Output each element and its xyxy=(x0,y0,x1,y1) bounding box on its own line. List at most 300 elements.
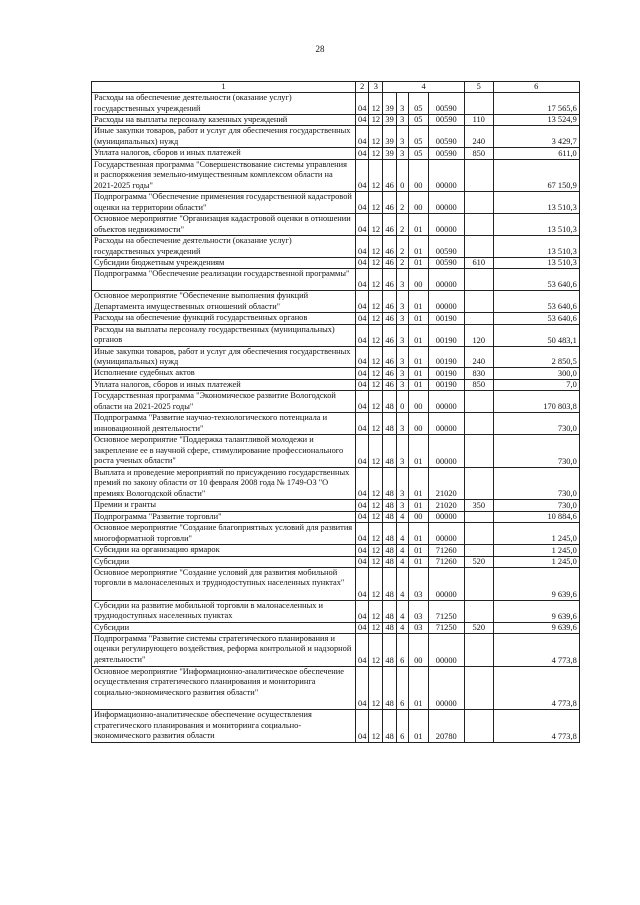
subsection-code-cell: 12 xyxy=(369,192,383,214)
subprogram-code-cell: 4 xyxy=(396,556,408,567)
activity-code-cell: 05 xyxy=(408,148,428,159)
expense-type-cell xyxy=(464,93,493,115)
program-code-cell: 46 xyxy=(383,236,396,258)
program-code-cell: 48 xyxy=(383,511,396,522)
direction-code-cell: 71260 xyxy=(428,545,464,556)
item-name-cell: Подпрограмма "Развитие системы стратегического планирования и оценки регулирующего воздействия, реформа контрольной и надзорной деятельности" xyxy=(92,634,356,667)
amount-cell: 9 639,6 xyxy=(493,568,579,601)
item-name-cell: Премии и гранты xyxy=(92,500,356,511)
item-name-cell: Субсидии xyxy=(92,622,356,633)
program-code-cell: 48 xyxy=(383,600,396,622)
activity-code-cell: 00 xyxy=(408,269,428,291)
direction-code-cell: 00190 xyxy=(428,346,464,368)
activity-code-cell: 00 xyxy=(408,192,428,214)
subprogram-code-cell: 3 xyxy=(396,291,408,313)
subprogram-code-cell: 6 xyxy=(396,666,408,710)
table-row xyxy=(92,568,580,601)
program-code-cell: 46 xyxy=(383,368,396,379)
activity-code-cell: 00 xyxy=(408,634,428,667)
section-code-cell: 04 xyxy=(356,114,369,125)
activity-code-cell: 01 xyxy=(408,258,428,269)
amount-cell: 53 640,6 xyxy=(493,313,579,324)
section-code-cell: 04 xyxy=(356,126,369,148)
direction-code-cell: 00590 xyxy=(428,258,464,269)
program-code-cell: 48 xyxy=(383,391,396,413)
subprogram-code-cell: 2 xyxy=(396,236,408,258)
direction-code-cell: 00000 xyxy=(428,568,464,601)
item-name-cell: Субсидии на развитие мобильной торговли в малонаселенных и труднодоступных населенных пунктах xyxy=(92,600,356,622)
subsection-code-cell: 12 xyxy=(369,324,383,346)
table-row xyxy=(92,511,580,522)
section-code-cell: 04 xyxy=(356,379,369,390)
activity-code-cell: 01 xyxy=(408,236,428,258)
table-row xyxy=(92,346,580,368)
subsection-code-cell: 12 xyxy=(369,666,383,710)
section-code-cell: 04 xyxy=(356,391,369,413)
subsection-code-cell: 12 xyxy=(369,622,383,633)
direction-code-cell: 00190 xyxy=(428,324,464,346)
direction-code-cell: 00190 xyxy=(428,313,464,324)
item-name-cell: Основное мероприятие "Информационно-аналитическое обеспечение осуществления стратегического планирования и мониторинга социально-экономического развития области" xyxy=(92,666,356,710)
table-row xyxy=(92,435,580,468)
table-row xyxy=(92,600,580,622)
direction-code-cell: 00000 xyxy=(428,291,464,313)
expense-type-cell xyxy=(464,269,493,291)
subsection-code-cell: 12 xyxy=(369,500,383,511)
item-name-cell: Государственная программа "Экономическое развитие Вологодской области на 2021-2025 годы" xyxy=(92,391,356,413)
expense-type-cell xyxy=(464,600,493,622)
section-code-cell: 04 xyxy=(356,324,369,346)
section-code-cell: 04 xyxy=(356,258,369,269)
section-code-cell: 04 xyxy=(356,413,369,435)
expense-type-cell: 850 xyxy=(464,148,493,159)
item-name-cell: Расходы на обеспечение функций государственных органов xyxy=(92,313,356,324)
program-code-cell: 46 xyxy=(383,313,396,324)
direction-code-cell: 00000 xyxy=(428,269,464,291)
program-code-cell: 48 xyxy=(383,556,396,567)
subprogram-code-cell: 0 xyxy=(396,391,408,413)
expense-type-cell: 350 xyxy=(464,500,493,511)
table-row xyxy=(92,214,580,236)
header-cell-3: 3 xyxy=(369,82,383,93)
budget-table-body xyxy=(92,82,580,743)
item-name-cell: Подпрограмма "Обеспечение реализации государственной программы" xyxy=(92,269,356,291)
amount-cell: 50 483,1 xyxy=(493,324,579,346)
page-number: 28 xyxy=(315,44,325,54)
program-code-cell: 48 xyxy=(383,413,396,435)
amount-cell: 300,0 xyxy=(493,368,579,379)
subprogram-code-cell: 3 xyxy=(396,368,408,379)
header-cell-4: 4 xyxy=(383,82,464,93)
item-name-cell: Расходы на выплаты персоналу казенных учреждений xyxy=(92,114,356,125)
direction-code-cell: 00000 xyxy=(428,413,464,435)
subprogram-code-cell: 3 xyxy=(396,148,408,159)
subsection-code-cell: 12 xyxy=(369,379,383,390)
activity-code-cell: 01 xyxy=(408,379,428,390)
subprogram-code-cell: 4 xyxy=(396,622,408,633)
header-cell-5: 5 xyxy=(464,82,493,93)
item-name-cell: Основное мероприятие "Поддержка талантливой молодежи и закрепление ее в научной сфере, стимулирование профессионального роста ученых области" xyxy=(92,435,356,468)
direction-code-cell: 21020 xyxy=(428,500,464,511)
expense-type-cell xyxy=(464,511,493,522)
table-row xyxy=(92,710,580,743)
direction-code-cell: 20780 xyxy=(428,710,464,743)
program-code-cell: 46 xyxy=(383,346,396,368)
section-code-cell: 04 xyxy=(356,545,369,556)
section-code-cell: 04 xyxy=(356,368,369,379)
expense-type-cell xyxy=(464,291,493,313)
header-cell-2: 2 xyxy=(356,82,369,93)
activity-code-cell: 05 xyxy=(408,93,428,115)
activity-code-cell: 01 xyxy=(408,214,428,236)
subprogram-code-cell: 3 xyxy=(396,313,408,324)
subprogram-code-cell: 4 xyxy=(396,568,408,601)
expense-type-cell: 120 xyxy=(464,324,493,346)
subsection-code-cell: 12 xyxy=(369,159,383,192)
subprogram-code-cell: 3 xyxy=(396,126,408,148)
activity-code-cell: 01 xyxy=(408,368,428,379)
item-name-cell: Основное мероприятие "Обеспечение выполнения функций Департамента имущественных отношений области" xyxy=(92,291,356,313)
amount-cell: 730,0 xyxy=(493,467,579,500)
subprogram-code-cell: 2 xyxy=(396,214,408,236)
table-row xyxy=(92,258,580,269)
amount-cell: 13 510,3 xyxy=(493,192,579,214)
amount-cell: 1 245,0 xyxy=(493,556,579,567)
subsection-code-cell: 12 xyxy=(369,313,383,324)
table-row xyxy=(92,545,580,556)
activity-code-cell: 01 xyxy=(408,666,428,710)
table-row xyxy=(92,622,580,633)
subprogram-code-cell: 3 xyxy=(396,269,408,291)
section-code-cell: 04 xyxy=(356,568,369,601)
section-code-cell: 04 xyxy=(356,634,369,667)
activity-code-cell: 01 xyxy=(408,500,428,511)
section-code-cell: 04 xyxy=(356,511,369,522)
subsection-code-cell: 12 xyxy=(369,545,383,556)
activity-code-cell: 01 xyxy=(408,467,428,500)
amount-cell: 1 245,0 xyxy=(493,523,579,545)
expense-type-cell xyxy=(464,236,493,258)
amount-cell: 13 510,3 xyxy=(493,258,579,269)
expense-type-cell: 240 xyxy=(464,126,493,148)
activity-code-cell: 03 xyxy=(408,622,428,633)
subprogram-code-cell: 6 xyxy=(396,710,408,743)
program-code-cell: 46 xyxy=(383,192,396,214)
amount-cell: 7,0 xyxy=(493,379,579,390)
item-name-cell: Иные закупки товаров, работ и услуг для обеспечения государственных (муниципальных) нужд xyxy=(92,126,356,148)
subsection-code-cell: 12 xyxy=(369,214,383,236)
program-code-cell: 48 xyxy=(383,666,396,710)
activity-code-cell: 01 xyxy=(408,435,428,468)
program-code-cell: 48 xyxy=(383,435,396,468)
table-row xyxy=(92,666,580,710)
expense-type-cell xyxy=(464,313,493,324)
table-row xyxy=(92,556,580,567)
item-name-cell: Уплата налогов, сборов и иных платежей xyxy=(92,148,356,159)
direction-code-cell: 00000 xyxy=(428,214,464,236)
expense-type-cell: 830 xyxy=(464,368,493,379)
program-code-cell: 48 xyxy=(383,545,396,556)
table-row xyxy=(92,634,580,667)
item-name-cell: Подпрограмма "Развитие научно-технологического потенциала и инновационной деятельности" xyxy=(92,413,356,435)
table-row xyxy=(92,523,580,545)
subprogram-code-cell: 2 xyxy=(396,192,408,214)
expense-type-cell: 520 xyxy=(464,622,493,633)
expense-type-cell xyxy=(464,413,493,435)
amount-cell: 9 639,6 xyxy=(493,600,579,622)
section-code-cell: 04 xyxy=(356,236,369,258)
expense-type-cell xyxy=(464,192,493,214)
section-code-cell: 04 xyxy=(356,556,369,567)
expense-type-cell xyxy=(464,523,493,545)
subprogram-code-cell: 6 xyxy=(396,634,408,667)
item-name-cell: Субсидии на организацию ярмарок xyxy=(92,545,356,556)
subprogram-code-cell: 0 xyxy=(396,159,408,192)
item-name-cell: Выплата и проведение мероприятий по присуждению государственных премий по закону области от 10 февраля 2008 года № 1749-ОЗ "О премиях Вологодской области" xyxy=(92,467,356,500)
item-name-cell: Основное мероприятие "Создание условий для развития мобильной торговли в малонаселенных и труднодоступных населенных пунктах" xyxy=(92,568,356,601)
subsection-code-cell: 12 xyxy=(369,435,383,468)
table-row xyxy=(92,114,580,125)
amount-cell: 13 510,3 xyxy=(493,214,579,236)
activity-code-cell: 01 xyxy=(408,324,428,346)
section-code-cell: 04 xyxy=(356,214,369,236)
amount-cell: 17 565,6 xyxy=(493,93,579,115)
amount-cell: 4 773,8 xyxy=(493,710,579,743)
program-code-cell: 46 xyxy=(383,379,396,390)
amount-cell: 611,0 xyxy=(493,148,579,159)
section-code-cell: 04 xyxy=(356,435,369,468)
item-name-cell: Основное мероприятие "Создание благоприятных условий для развития многоформатной торговли" xyxy=(92,523,356,545)
amount-cell: 730,0 xyxy=(493,435,579,468)
amount-cell: 2 850,5 xyxy=(493,346,579,368)
table-row xyxy=(92,159,580,192)
subsection-code-cell: 12 xyxy=(369,467,383,500)
subsection-code-cell: 12 xyxy=(369,413,383,435)
item-name-cell: Информационно-аналитическое обеспечение осуществления стратегического планирования и мониторинга социально-экономического развития области xyxy=(92,710,356,743)
budget-table xyxy=(91,81,580,743)
amount-cell: 730,0 xyxy=(493,500,579,511)
subsection-code-cell: 12 xyxy=(369,148,383,159)
expense-type-cell: 520 xyxy=(464,556,493,567)
expense-type-cell xyxy=(464,634,493,667)
subprogram-code-cell: 4 xyxy=(396,523,408,545)
amount-cell: 53 640,6 xyxy=(493,291,579,313)
direction-code-cell: 71250 xyxy=(428,622,464,633)
amount-cell: 4 773,8 xyxy=(493,666,579,710)
section-code-cell: 04 xyxy=(356,467,369,500)
activity-code-cell: 00 xyxy=(408,511,428,522)
subsection-code-cell: 12 xyxy=(369,258,383,269)
program-code-cell: 46 xyxy=(383,159,396,192)
amount-cell: 170 803,8 xyxy=(493,391,579,413)
expense-type-cell xyxy=(464,159,493,192)
amount-cell: 1 245,0 xyxy=(493,545,579,556)
table-row xyxy=(92,236,580,258)
item-name-cell: Субсидии бюджетным учреждениям xyxy=(92,258,356,269)
amount-cell: 730,0 xyxy=(493,413,579,435)
subprogram-code-cell: 3 xyxy=(396,346,408,368)
item-name-cell: Государственная программа "Совершенствование системы управления и распоряжения земельно-имущественным комплексом области на 2021-2025 годы" xyxy=(92,159,356,192)
direction-code-cell: 00000 xyxy=(428,523,464,545)
activity-code-cell: 03 xyxy=(408,600,428,622)
expense-type-cell: 850 xyxy=(464,379,493,390)
activity-code-cell: 01 xyxy=(408,556,428,567)
section-code-cell: 04 xyxy=(356,710,369,743)
section-code-cell: 04 xyxy=(356,346,369,368)
section-code-cell: 04 xyxy=(356,666,369,710)
activity-code-cell: 01 xyxy=(408,346,428,368)
subsection-code-cell: 12 xyxy=(369,391,383,413)
program-code-cell: 48 xyxy=(383,568,396,601)
expense-type-cell xyxy=(464,214,493,236)
subsection-code-cell: 12 xyxy=(369,523,383,545)
expense-type-cell xyxy=(464,467,493,500)
direction-code-cell: 00000 xyxy=(428,192,464,214)
activity-code-cell: 00 xyxy=(408,391,428,413)
subsection-code-cell: 12 xyxy=(369,556,383,567)
program-code-cell: 46 xyxy=(383,291,396,313)
table-row xyxy=(92,291,580,313)
program-code-cell: 48 xyxy=(383,710,396,743)
item-name-cell: Расходы на обеспечение деятельности (оказание услуг) государственных учреждений xyxy=(92,236,356,258)
subsection-code-cell: 12 xyxy=(369,634,383,667)
program-code-cell: 48 xyxy=(383,622,396,633)
direction-code-cell: 00000 xyxy=(428,159,464,192)
section-code-cell: 04 xyxy=(356,600,369,622)
section-code-cell: 04 xyxy=(356,192,369,214)
program-code-cell: 48 xyxy=(383,634,396,667)
subprogram-code-cell: 3 xyxy=(396,435,408,468)
amount-cell: 53 640,6 xyxy=(493,269,579,291)
program-code-cell: 48 xyxy=(383,500,396,511)
subsection-code-cell: 12 xyxy=(369,346,383,368)
table-row xyxy=(92,379,580,390)
amount-cell: 67 150,9 xyxy=(493,159,579,192)
section-code-cell: 04 xyxy=(356,148,369,159)
amount-cell: 13 510,3 xyxy=(493,236,579,258)
item-name-cell: Исполнение судебных актов xyxy=(92,368,356,379)
direction-code-cell: 00590 xyxy=(428,236,464,258)
program-code-cell: 46 xyxy=(383,324,396,346)
subsection-code-cell: 12 xyxy=(369,710,383,743)
direction-code-cell: 71250 xyxy=(428,600,464,622)
program-code-cell: 39 xyxy=(383,93,396,115)
direction-code-cell: 00000 xyxy=(428,435,464,468)
table-row xyxy=(92,324,580,346)
header-cell-6: 6 xyxy=(493,82,579,93)
program-code-cell: 39 xyxy=(383,126,396,148)
expense-type-cell: 610 xyxy=(464,258,493,269)
direction-code-cell: 71260 xyxy=(428,556,464,567)
table-header-row xyxy=(92,82,580,93)
expense-type-cell xyxy=(464,435,493,468)
item-name-cell: Уплата налогов, сборов и иных платежей xyxy=(92,379,356,390)
direction-code-cell: 00590 xyxy=(428,148,464,159)
direction-code-cell: 00190 xyxy=(428,368,464,379)
subsection-code-cell: 12 xyxy=(369,600,383,622)
program-code-cell: 39 xyxy=(383,148,396,159)
section-code-cell: 04 xyxy=(356,269,369,291)
program-code-cell: 39 xyxy=(383,114,396,125)
program-code-cell: 48 xyxy=(383,467,396,500)
subsection-code-cell: 12 xyxy=(369,236,383,258)
subprogram-code-cell: 3 xyxy=(396,114,408,125)
subprogram-code-cell: 3 xyxy=(396,500,408,511)
section-code-cell: 04 xyxy=(356,500,369,511)
activity-code-cell: 01 xyxy=(408,545,428,556)
subprogram-code-cell: 4 xyxy=(396,545,408,556)
amount-cell: 9 639,6 xyxy=(493,622,579,633)
subsection-code-cell: 12 xyxy=(369,568,383,601)
direction-code-cell: 00190 xyxy=(428,379,464,390)
direction-code-cell: 00590 xyxy=(428,93,464,115)
expense-type-cell xyxy=(464,666,493,710)
program-code-cell: 46 xyxy=(383,214,396,236)
item-name-cell: Подпрограмма "Обеспечение применения государственной кадастровой оценки на территории области" xyxy=(92,192,356,214)
item-name-cell: Подпрограмма "Развитие торговли" xyxy=(92,511,356,522)
expense-type-cell: 240 xyxy=(464,346,493,368)
subprogram-code-cell: 4 xyxy=(396,600,408,622)
program-code-cell: 46 xyxy=(383,258,396,269)
item-name-cell: Иные закупки товаров, работ и услуг для обеспечения государственных (муниципальных) нужд xyxy=(92,346,356,368)
subprogram-code-cell: 3 xyxy=(396,93,408,115)
section-code-cell: 04 xyxy=(356,159,369,192)
activity-code-cell: 01 xyxy=(408,523,428,545)
subsection-code-cell: 12 xyxy=(369,368,383,379)
subprogram-code-cell: 2 xyxy=(396,258,408,269)
subprogram-code-cell: 3 xyxy=(396,379,408,390)
table-row xyxy=(92,368,580,379)
expense-type-cell xyxy=(464,710,493,743)
subprogram-code-cell: 3 xyxy=(396,467,408,500)
activity-code-cell: 03 xyxy=(408,568,428,601)
table-row xyxy=(92,413,580,435)
section-code-cell: 04 xyxy=(356,523,369,545)
direction-code-cell: 00000 xyxy=(428,634,464,667)
header-cell-1: 1 xyxy=(92,82,356,93)
expense-type-cell xyxy=(464,568,493,601)
activity-code-cell: 01 xyxy=(408,710,428,743)
item-name-cell: Субсидии xyxy=(92,556,356,567)
table-row xyxy=(92,192,580,214)
subprogram-code-cell: 4 xyxy=(396,511,408,522)
subsection-code-cell: 12 xyxy=(369,93,383,115)
subsection-code-cell: 12 xyxy=(369,511,383,522)
amount-cell: 13 524,9 xyxy=(493,114,579,125)
item-name-cell: Расходы на выплаты персоналу государственных (муниципальных) органов xyxy=(92,324,356,346)
direction-code-cell: 00000 xyxy=(428,391,464,413)
direction-code-cell: 00000 xyxy=(428,511,464,522)
table-row xyxy=(92,269,580,291)
direction-code-cell: 21020 xyxy=(428,467,464,500)
subsection-code-cell: 12 xyxy=(369,269,383,291)
activity-code-cell: 05 xyxy=(408,126,428,148)
amount-cell: 10 884,6 xyxy=(493,511,579,522)
subsection-code-cell: 12 xyxy=(369,291,383,313)
program-code-cell: 48 xyxy=(383,523,396,545)
amount-cell: 4 773,8 xyxy=(493,634,579,667)
table-row xyxy=(92,126,580,148)
table-row xyxy=(92,93,580,115)
activity-code-cell: 00 xyxy=(408,159,428,192)
table-row xyxy=(92,313,580,324)
program-code-cell: 46 xyxy=(383,269,396,291)
amount-cell: 3 429,7 xyxy=(493,126,579,148)
item-name-cell: Расходы на обеспечение деятельности (оказание услуг) государственных учреждений xyxy=(92,93,356,115)
activity-code-cell: 01 xyxy=(408,291,428,313)
direction-code-cell: 00590 xyxy=(428,126,464,148)
activity-code-cell: 01 xyxy=(408,313,428,324)
